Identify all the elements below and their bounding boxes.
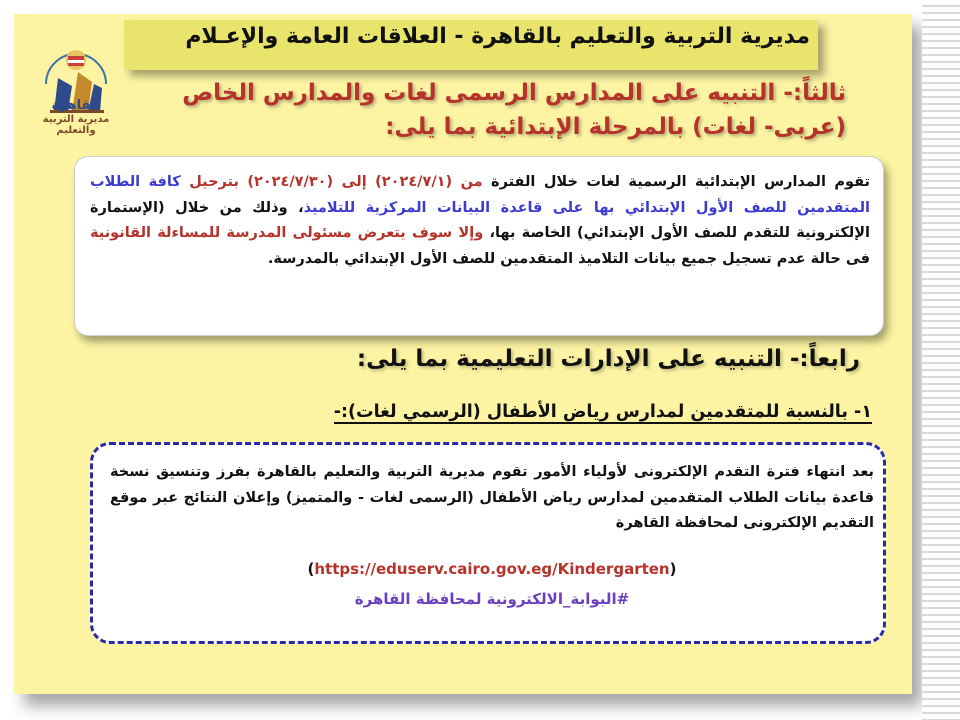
link-open-paren: ( [307,560,315,578]
notice-part-4: ، وذلك من خلال (الإستمارة الإلكترونية للتقدم للصف الأول الإبتدائي) الخاصة بها، [90,199,870,241]
section3-notice-text [90,170,870,272]
logo-wordmark: القاهرة [51,98,101,113]
decorative-stripes [922,0,960,720]
notice-warning: وإلا سوف يتعرض مسئولى المدرسة للمساءلة القانونية [90,225,484,241]
header-title: مديرية التربية والتعليم بالقاهرة - العلاقات العامة والإعـلام [185,24,810,49]
link-close-paren: ) [669,560,677,578]
section3-heading-line1: ثالثاً:- التنبيه على المدارس الرسمى لغات والمدارس الخاص [182,80,846,106]
kindergarten-link-line [110,560,874,578]
logo-caption: مديرية التربية والتعليم [42,114,110,136]
kindergarten-link[interactable]: https://eduserv.cairo.gov.eg/Kindergarten [314,560,670,578]
notice-part-1: تقوم المدارس الإبتدائية الرسمية لغات خلال الفترة [482,174,870,190]
subheading-text: ١- بالنسبة للمتقدمين لمدارس رياض الأطفال (الرسمي لغات):- [333,402,872,422]
section3-heading-line2: (عربى- لغات) بالمرحلة الإبتدائية بما يلى: [385,114,846,140]
notice-part-6: فى حالة عدم تسجيل جميع بيانات التلاميذ المتقدمين للصف الأول الإبتدائي بالمدرسة. [267,250,870,267]
notice-transfer: كافة الطلاب المتقدمين للصف الأول الإبتدائي بها على قاعدة البيانات المركزية للتلاميذ [90,174,870,216]
notice-period: من (٢٠٢٤/٧/١) إلى (٢٠٢٤/٧/٣٠) بترحيل [189,174,483,190]
section4-subheading [320,402,872,422]
section4-notice-text: بعد انتهاء فترة التقدم الإلكترونى لأولياء الأمور تقوم مديرية التربية والتعليم بالقاهرة بفرز وتنسيق نسخة قاعدة بيانات الطلاب المتقدمين لمدارس رياض الأطفال (الرسمى لغات - والمتميز) وإعلان النتائج عبر موقع التقديم الإلكترونى لمحافظة القاهرة [110,464,874,531]
section4-heading: رابعاً:- التنبيه على الإدارات التعليمية بما يلى: [356,346,860,372]
portal-hashtag[interactable]: #البوابة_الالكترونية لمحافظة القاهرة [354,590,630,608]
